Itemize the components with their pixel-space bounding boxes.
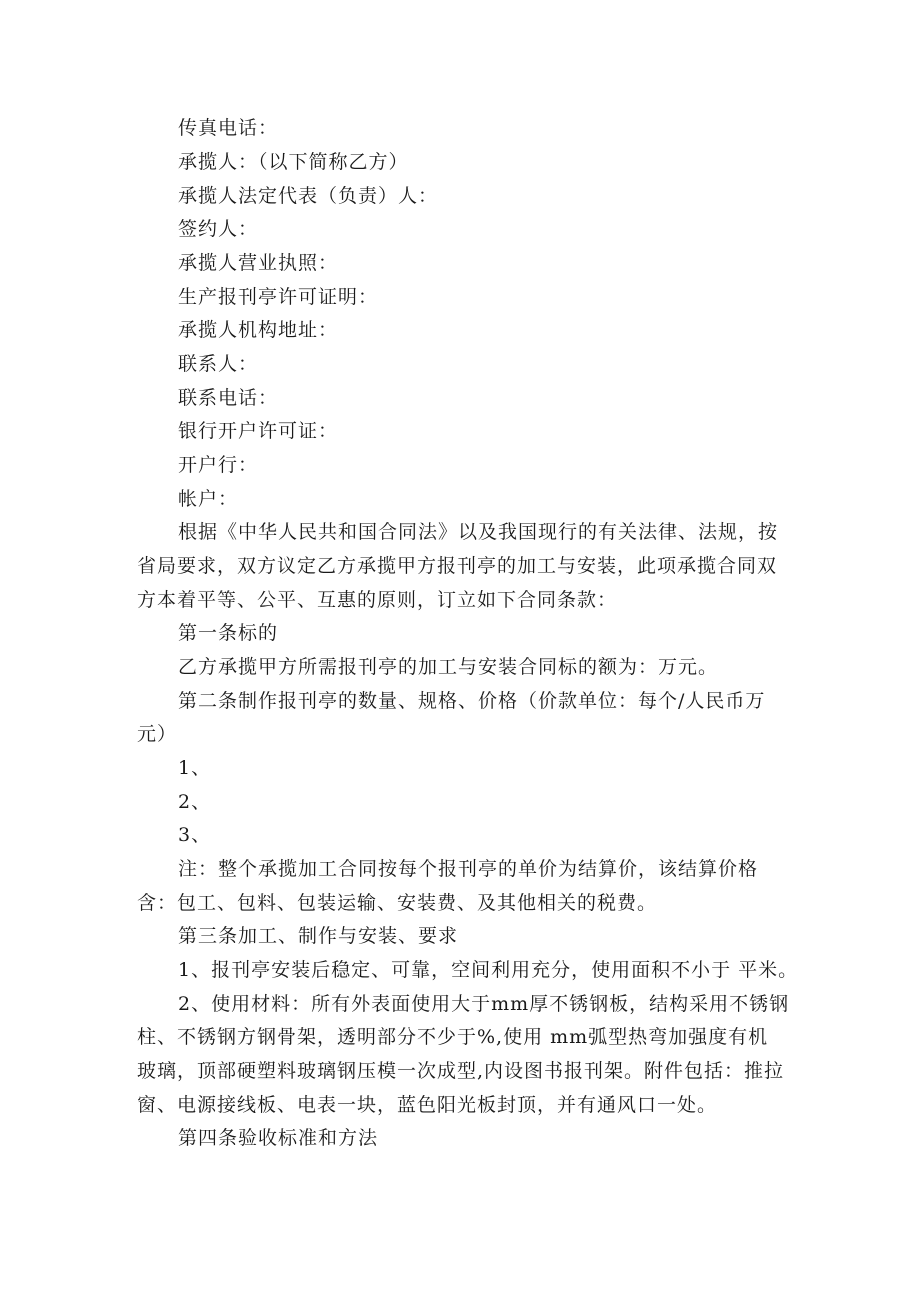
- legal-rep-line: 承揽人法定代表（负责）人：: [178, 185, 439, 207]
- article-4-heading: 第四条验收标准和方法: [178, 1127, 379, 1149]
- article-3-item-2-line-2: 柱、不锈钢方钢骨架，透明部分不少于%,使用 mm弧型热弯加强度有机: [137, 1026, 769, 1048]
- article-3-item-2-line-3: 玻璃，顶部硬塑料玻璃钢压模一次成型,内设图书报刊架。附件包括：推拉: [137, 1060, 785, 1082]
- signatory-line: 签约人：: [178, 218, 259, 240]
- article-3-heading: 第三条加工、制作与安装、要求: [178, 925, 459, 947]
- article-3-item-2-line-1: 2、使用材料：所有外表面使用大于mm厚不锈钢板，结构采用不锈钢: [178, 993, 790, 1015]
- production-permit-line: 生产报刊亭许可证明：: [178, 286, 379, 308]
- preamble-line-3: 方本着平等、公平、互惠的原则，订立如下合同条款：: [137, 589, 618, 611]
- item-1: 1、: [178, 757, 212, 779]
- item-3: 3、: [178, 824, 212, 846]
- address-line: 承揽人机构地址：: [178, 319, 339, 341]
- bank-line: 开户行：: [178, 454, 259, 476]
- article-3-item-1: 1、报刊亭安装后稳定、可靠，空间利用充分，使用面积不小于 平米。: [178, 959, 799, 981]
- fax-line: 传真电话：: [178, 117, 279, 139]
- preamble-line-2: 省局要求，双方议定乙方承揽甲方报刊亭的加工与安装，此项承揽合同双: [137, 555, 778, 577]
- article-2-heading: 第二条制作报刊亭的数量、规格、价格（价款单位：每个/人民币万: [178, 690, 766, 712]
- contact-phone-line: 联系电话：: [178, 387, 279, 409]
- bank-permit-line: 银行开户许可证：: [178, 420, 339, 442]
- contractor-line: 承揽人：（以下简称乙方）: [178, 151, 409, 173]
- preamble-line-1: 根据《中华人民共和国合同法》以及我国现行的有关法律、法规，按: [178, 521, 779, 543]
- item-2: 2、: [178, 791, 212, 813]
- note-line-2: 含：包工、包料、包装运输、安装费、及其他相关的税费。: [137, 892, 658, 914]
- article-3-item-2-line-4: 窗、电源接线板、电表一块，蓝色阳光板封顶，并有通风口一处。: [137, 1094, 718, 1116]
- contact-person-line: 联系人：: [178, 353, 259, 375]
- account-line: 帐户：: [178, 488, 239, 510]
- note-line-1: 注：整个承揽加工合同按每个报刊亭的单价为结算价，该结算价格: [178, 858, 759, 880]
- article-1-heading: 第一条标的: [178, 622, 279, 644]
- article-1-body: 乙方承揽甲方所需报刊亭的加工与安装合同标的额为：万元。: [178, 656, 719, 678]
- business-license-line: 承揽人营业执照：: [178, 252, 339, 274]
- article-2-heading-cont: 元）: [137, 723, 178, 745]
